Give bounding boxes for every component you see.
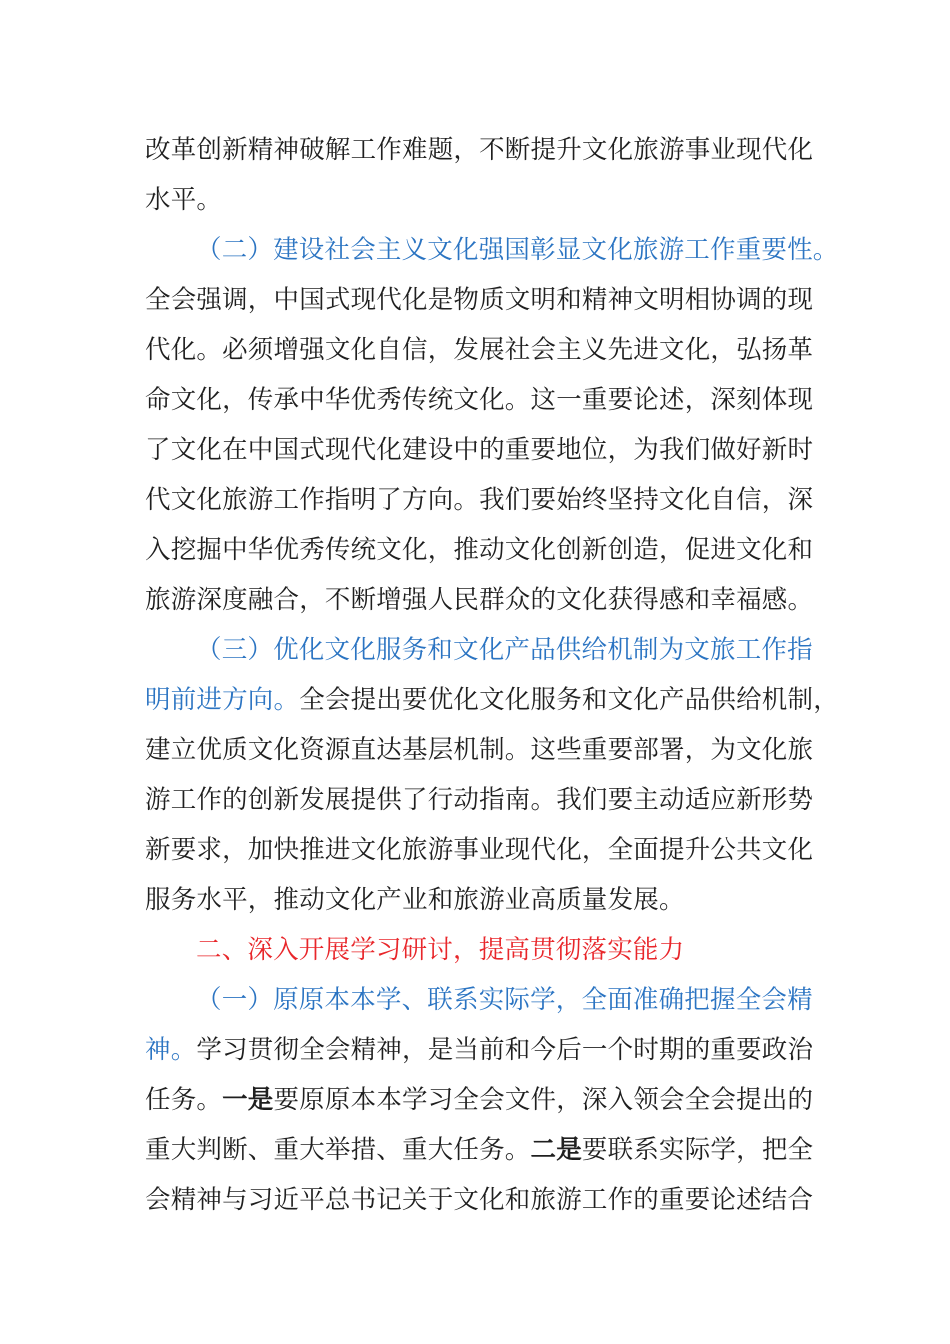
body-line: 代文化旅游工作指明了方向。我们要始终坚持文化自信，深 [145, 485, 814, 515]
section-heading: （三）优化文化服务和文化产品供给机制为文旅工作指 [196, 635, 813, 665]
section-heading: （二）建设社会主义文化强国彰显文化旅游工作重要性。 [196, 235, 839, 265]
body-text: 任务。 [145, 1085, 223, 1115]
body-line: 水平。 [145, 185, 223, 215]
body-line [145, 1125, 813, 1175]
body-line: 新要求，加快推进文化旅游事业现代化，全面提升公共文化 [145, 835, 814, 865]
body-line: 入挖掘中华优秀传统文化，推动文化创新创造，促进文化和 [145, 535, 814, 565]
section-heading: （一）原原本本学、联系实际学，全面准确把握全会精 [196, 985, 813, 1015]
body-line: 服务水平，推动文化产业和旅游业高质量发展。 [145, 885, 685, 915]
body-text: 学习贯彻全会精神，是当前和今后一个时期的重要政治 [196, 1035, 814, 1065]
body-line: 建立优质文化资源直达基层机制。这些重要部署，为文化旅 [145, 735, 814, 765]
section-heading-tail: 神。 [145, 1035, 197, 1065]
chapter-heading: 二、深入开展学习研讨，提高贯彻落实能力 [196, 935, 685, 965]
body-text: 要联系实际学，把全 [581, 1135, 814, 1165]
body-line: 命文化，传承中华优秀传统文化。这一重要论述，深刻体现 [145, 385, 814, 415]
body-line: 了文化在中国式现代化建设中的重要地位，为我们做好新时 [145, 435, 814, 465]
section-heading-tail: 明前进方向。 [145, 685, 300, 715]
body-line: 会精神与习近平总书记关于文化和旅游工作的重要论述结合 [145, 1185, 814, 1215]
body-line: 改革创新精神破解工作难题，不断提升文化旅游事业现代化 [145, 135, 814, 165]
emphasis-text: 二是 [530, 1135, 582, 1165]
emphasis-text: 一是 [222, 1085, 274, 1115]
body-line: 代化。必须增强文化自信，发展社会主义先进文化，弘扬革 [145, 335, 814, 365]
body-line [145, 1075, 813, 1125]
body-text: 要原原本本学习全会文件，深入领会全会提出的 [273, 1085, 814, 1115]
body-line: 游工作的创新发展提供了行动指南。我们要主动适应新形势 [145, 785, 814, 815]
body-text: 全会提出要优化文化服务和文化产品供给机制， [299, 685, 839, 715]
body-line: 全会强调，中国式现代化是物质文明和精神文明相协调的现 [145, 285, 814, 315]
body-line [145, 1025, 813, 1075]
body-text: 重大判断、重大举措、重大任务。 [145, 1135, 531, 1165]
body-line: 旅游深度融合，不断增强人民群众的文化获得感和幸福感。 [145, 585, 814, 615]
body-line [145, 675, 839, 725]
